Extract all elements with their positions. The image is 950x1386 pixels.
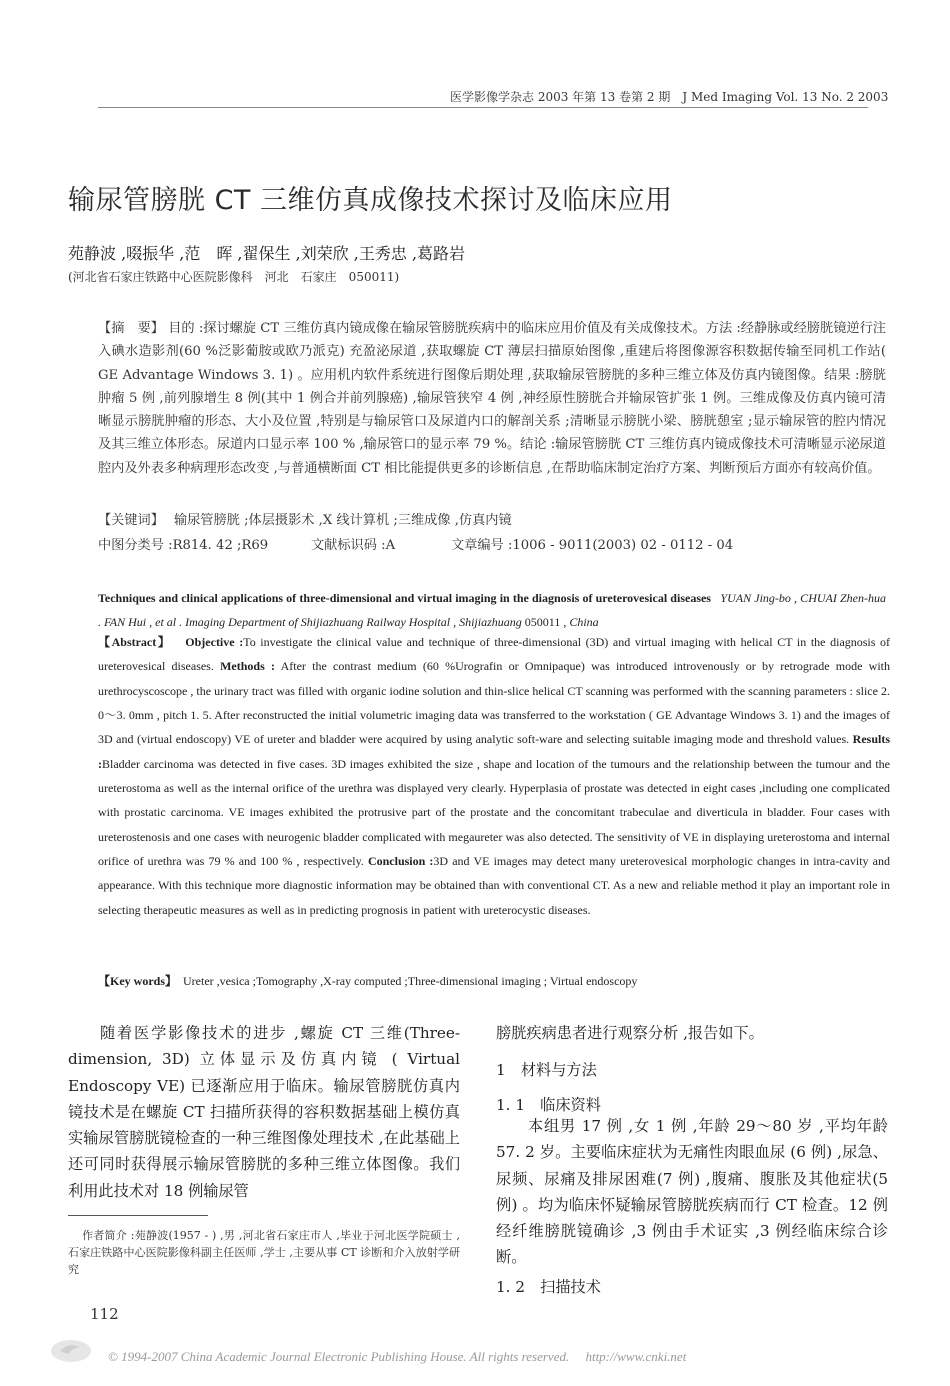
conclusion-text: 3D and VE images may detect many ureterovesical morphologic changes in intra-cavity and appearance. With this technique more diagnostic information may be obtained than with conventional CT. As a new and reliable method it play an important role in selecting therapeutic measures as well as in predicting prognosis in patient with ureterocystic diseases. [98, 854, 890, 917]
en-keywords-label: 【Key words】 [98, 974, 177, 988]
results-label: Results : [98, 732, 890, 771]
classification-line [98, 534, 733, 553]
methods-text: After the contrast medium (60 %Urografin or Omnipaque) was introduced introvenously or by retrograde mode with urethrocyscoscope , the urinary tract was filled with organic iodine solution and thin-slice helical CT scanning was performed with the scanning parameters : slice 2. 0～3. 0mm , pitch 1. 5. After reconstructed the initial volumetric imaging data was transferred to the workstation ( GE Advantage Windows 3. 1) and the images of 3D and (virtual endoscopy) VE of ureter and bladder were acquired by using analytic soft-ware and selecting suitable imaging mode and threshold values. [98, 659, 891, 747]
english-authors: YUAN Jing-bo , CHUAI Zhen-hua . FAN Hui , et al . Imaging Department of Shijiazhuang Railway Hospital , Shijiazhuang [98, 591, 886, 630]
objective-label: Objective : [185, 635, 244, 649]
english-abstract [98, 630, 890, 922]
abstract-label: 【摘 要】 [98, 321, 164, 336]
section-heading-1: 1 材料与方法 [496, 1061, 597, 1079]
keywords-text: 输尿管膀胱 ;体层摄影术 ,X 线计算机 ;三维成像 ,仿真内镜 [173, 513, 512, 528]
english-keywords [98, 972, 637, 989]
en-abstract-label: 【Abstract】 [98, 635, 172, 649]
intro-continuation: 膀胱疾病患者进行观察分析 ,报告如下。 [496, 1024, 764, 1042]
article-number: 文章编号 :1006 - 9011(2003) 02 - 0112 - 04 [451, 538, 734, 553]
chinese-abstract [98, 317, 886, 480]
section-heading-1-2: 1. 2 扫描技术 [496, 1278, 601, 1296]
class-number: 中图分类号 :R814. 42 ;R69 [98, 538, 269, 553]
page-number: 112 [90, 1305, 119, 1323]
conclusion-label: Conclusion : [367, 854, 434, 869]
cnki-logo-icon [48, 1336, 94, 1366]
keywords-label: 【关键词】 [98, 513, 164, 528]
methods-label: Methods : [220, 659, 276, 674]
results-text: Bladder carcinoma was detected in five cases. 3D images exhibited the size , shape and location of the tumours and the relationship between the tumour and the ureterostoma as well as the internal orifice of the urethra was displayed very clearly. Hyperplasia of prostate was detected in eight cases ,including one complicated with prostatic carcinoma. VE images exhibited the protrusive part of the prostate and the concomitant trabeculae and diverticula in bladder. Four cases with ureterostenosis and one cases with neurogenic bladder complicated with megaureter was also detected. The sensitivity of VE in displaying ureterostoma and internal orifice of urethra was 79 % and 100 % , respectively. [98, 756, 890, 869]
author-list: 苑静波 ,啜振华 ,范 晖 ,翟保生 ,刘荣欣 ,王秀忠 ,葛路岩 [68, 244, 466, 263]
abstract-text: 目的 :探讨螺旋 CT 三维仿真内镜成像在输尿管膀胱疾病中的临床应用价值及有关成像技术。方法 :经静脉或经膀胱镜逆行注入碘水造影剂(60 %泛影葡胺或欧乃派克) 充盈泌尿道 ,获取螺旋 CT 薄层扫描原始图像 ,重建后将图像源容积数据传输至同机工作站( GE Advantage Windows 3. 1) 。应用机内软件系统进行图像后期处理 ,获取输尿管膀胱的多种三维立体及仿真内镜图像。结果 :膀胱肿瘤 5 例 ,前列腺增生 8 例(其中 1 例合并前列腺癌) ,输尿管狭窄 4 例 ,神经原性膀胱合并输尿管扩张 1 例。三维成像及仿真内镜可清晰显示膀胱肿瘤的形态、大小及位置 ,特别是与输尿管口及尿道内口的解剖关系 ;清晰显示膀胱小梁、膀胱憩室 ;显示输尿管的腔内情况及其三维立体形态。尿道内口显示率 100 % ,输尿管口的显示率 79 %。结论 :输尿管膀胱 CT 三维仿真内镜成像技术可清晰显示泌尿道腔内及外表多种病理形态改变 ,与普通横断面 CT 相比能提供更多的诊断信息 ,在帮助临床制定治疗方案、判断预后方面亦有较高价值。 [98, 321, 886, 476]
footnote-rule [68, 1215, 208, 1216]
objective-text: To investigate the clinical value and technique of three-dimensional (3D) and virtual imaging with helical CT in the diagnosis of ureterovesical diseases. [98, 635, 891, 674]
section-heading-1-1: 1. 1 临床资料 [496, 1096, 601, 1114]
doc-code: 文献标识码 :A [311, 538, 396, 553]
chinese-keywords [98, 509, 512, 528]
en-keywords-text: Ureter ,vesica ;Tomography ,X-ray computed ;Three-dimensional imaging ; Virtual endoscopy [183, 974, 638, 988]
english-title-block [98, 586, 886, 635]
copyright-notice: © 1994-2007 China Academic Journal Electronic Publishing House. All rights reserved. http://www.cnki.net [108, 1349, 687, 1364]
author-footnote: 作者简介 :苑静波(1957 - ) ,男 ,河北省石家庄市人 ,毕业于河北医学院硕士 ,石家庄铁路中心医院影像科副主任医师 ,学士 ,主要从事 CT 诊断和介入放射学研究 [68, 1229, 460, 1276]
english-country: China [569, 615, 599, 630]
intro-paragraph: 随着医学影像技术的进步 ,螺旋 CT 三维(Three-dimension, 3D) 立体显示及仿真内镜 ( Virtual Endoscopy VE) 已逐渐应用于临床。输尿管膀胱仿真内镜技术是在螺旋 CT 扫描所获得的容积数据基础上模仿真实输尿管膀胱镜检查的一种三维图像处理技术 ,在此基础上还可同时获得展示输尿管膀胱的多种三维立体图像。我们利用此技术对 18 例输尿管 [68, 1024, 460, 1200]
journal-header: 医学影像学杂志 2003 年第 13 卷第 2 期 J Med Imaging Vol. 13 No. 2 2003 [450, 90, 889, 104]
english-title: Techniques and clinical applications of three-dimensional and virtual imaging in the diagnosis of ureterovesical diseases [98, 591, 711, 605]
clinical-data-paragraph: 本组男 17 例 ,女 1 例 ,年龄 29～80 岁 ,平均年龄 57. 2 岁。主要临床症状为无痛性肉眼血尿 (6 例) ,尿急、尿频、尿痛及排尿困难(7 例) ,腹痛、腹胀及其他症状(5 例) 。均为临床怀疑输尿管膀胱疾病而行 CT 检查。12 例经纤维膀胱镜确诊 ,3 例由手术证实 ,3 例经临床综合诊断。 [496, 1117, 888, 1267]
header-rule [98, 107, 868, 108]
article-title: 输尿管膀胱 CT 三维仿真成像技术探讨及临床应用 [68, 185, 673, 216]
english-postcode: 050011 , [524, 615, 567, 630]
affiliation: (河北省石家庄铁路中心医院影像科 河北 石家庄 050011) [68, 270, 400, 284]
